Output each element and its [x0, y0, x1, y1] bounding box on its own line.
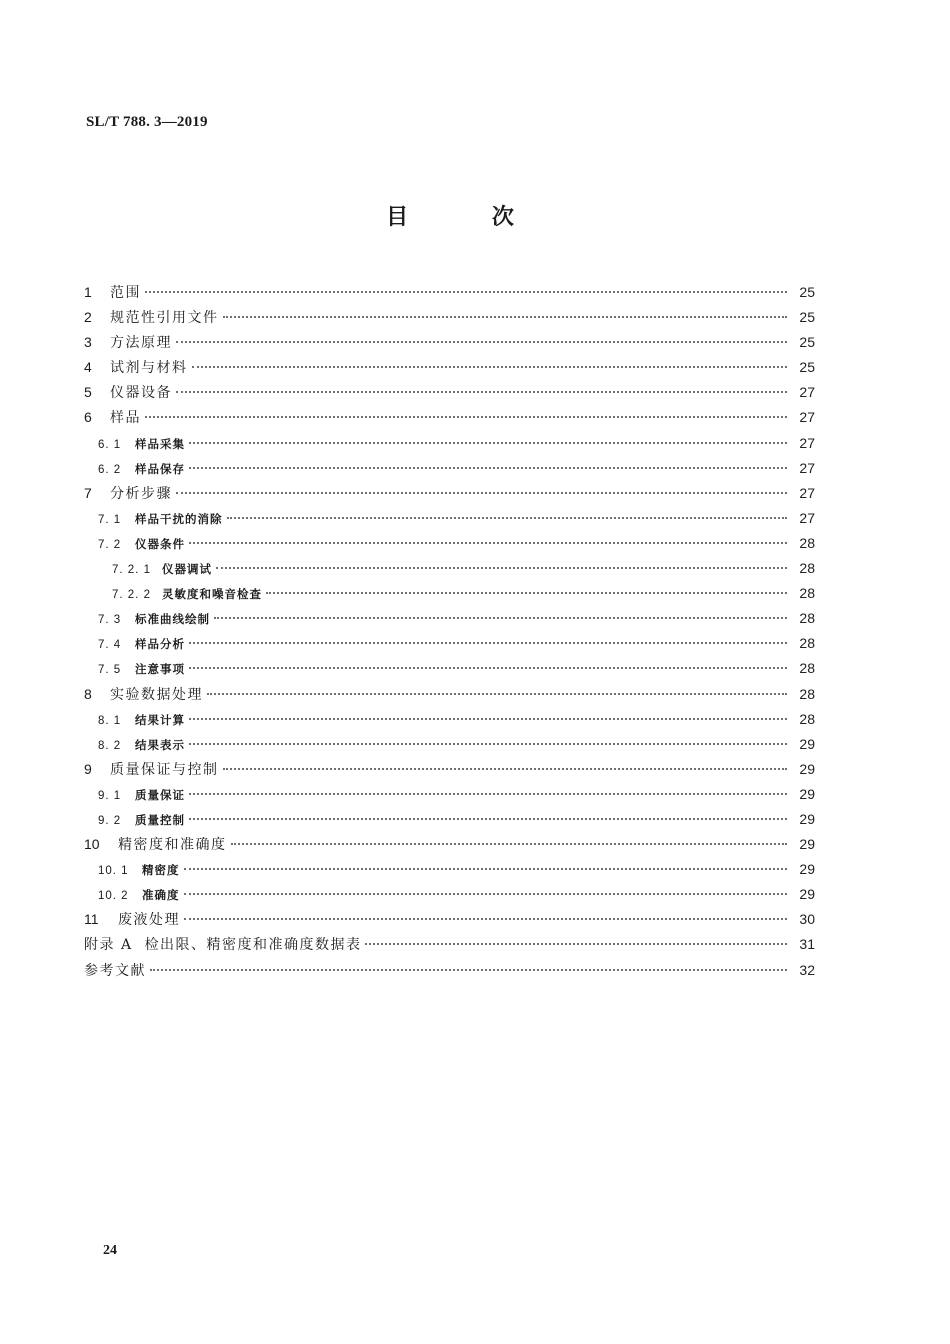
- toc-entry-9-1[interactable]: [84, 782, 815, 807]
- toc-entry-title: 附录 A 检出限、精密度和准确度数据表: [84, 937, 362, 954]
- toc-entry-title: 标准曲线绘制: [135, 612, 210, 627]
- toc-entry-number: 1: [84, 284, 92, 300]
- toc-entry-6-2[interactable]: [84, 456, 815, 481]
- dot-leader: [189, 818, 787, 820]
- toc-entry-title: 仪器设备: [110, 385, 172, 402]
- dot-leader: [184, 893, 788, 895]
- toc-entry-8-1[interactable]: [84, 707, 815, 732]
- toc-entry-number: 7. 1: [98, 513, 122, 526]
- toc-entry-page: 25: [799, 359, 815, 376]
- toc-entry-title: 准确度: [142, 888, 180, 903]
- toc-entry-10[interactable]: [84, 832, 815, 857]
- dot-leader: [184, 868, 788, 870]
- toc-entry-6-1[interactable]: [84, 431, 815, 456]
- toc-entry-page: 29: [799, 785, 815, 802]
- toc-entry-number: 11: [84, 911, 99, 928]
- toc-entry-title: 仪器调试: [162, 562, 212, 577]
- dot-leader: [176, 492, 787, 494]
- toc-entry-page: 28: [799, 660, 815, 677]
- dot-leader: [150, 969, 787, 971]
- toc-entry-number: 7. 3: [98, 614, 122, 627]
- toc-entry-title: 质量保证: [135, 787, 185, 802]
- toc-entry-number: 8. 2: [98, 739, 122, 752]
- dot-leader: [227, 517, 788, 519]
- dot-leader: [223, 768, 788, 770]
- toc-entry-page: 29: [799, 810, 815, 827]
- toc-entry-title: 样品采集: [135, 436, 185, 451]
- page-title: 目 次: [386, 204, 552, 230]
- toc-entry-page: 28: [799, 560, 815, 577]
- dot-leader: [189, 642, 787, 644]
- toc-entry-title: 样品分析: [135, 637, 185, 652]
- toc-entry-number: 7: [84, 484, 92, 501]
- toc-entry-page: 28: [799, 534, 815, 551]
- toc-entry-5[interactable]: [84, 380, 815, 405]
- toc-entry-8-2[interactable]: [84, 732, 815, 757]
- toc-entry-page: 28: [799, 610, 815, 627]
- toc-entry-number: 7. 4: [98, 639, 122, 652]
- toc-entry-page: 28: [799, 685, 815, 702]
- dot-leader: [192, 366, 788, 368]
- toc-entry-title: 精密度: [142, 863, 180, 878]
- toc-entry-page: 25: [799, 334, 815, 351]
- toc-entry-7-2-2[interactable]: [84, 581, 815, 606]
- toc-entry-title: 实验数据处理: [110, 686, 203, 703]
- toc-entry-page: 27: [799, 509, 815, 526]
- toc-entry-page: 27: [799, 434, 815, 451]
- toc-entry-7-2-1[interactable]: [84, 556, 815, 581]
- toc-entry-7-3[interactable]: [84, 606, 815, 631]
- toc-entry-2[interactable]: [84, 305, 815, 330]
- toc-entry-number: 7. 2. 2: [112, 589, 151, 602]
- toc-entry-number: 5: [84, 384, 92, 401]
- toc-entry-10-1[interactable]: [84, 857, 815, 882]
- toc-entry-number: 9. 2: [98, 814, 122, 827]
- dot-leader: [145, 291, 787, 293]
- toc-entry-7-2[interactable]: [84, 531, 815, 556]
- dot-leader: [176, 341, 787, 343]
- dot-leader: [223, 316, 788, 318]
- page-number: 24: [103, 1243, 117, 1258]
- toc-entry-appendix-a[interactable]: [84, 932, 815, 957]
- dot-leader: [189, 442, 787, 444]
- document-code: SL/T 788. 3—2019: [86, 114, 208, 130]
- toc-entry-title: 样品干扰的消除: [135, 511, 223, 526]
- toc-entry-references[interactable]: [84, 958, 815, 983]
- toc-entry-8[interactable]: [84, 682, 815, 707]
- toc-entry-title: 参考文献: [84, 962, 146, 979]
- toc-entry-page: 25: [799, 309, 815, 326]
- toc-entry-title: 废液处理: [118, 912, 180, 929]
- toc-entry-4[interactable]: [84, 355, 815, 380]
- toc-entry-number: 9: [84, 760, 92, 777]
- toc-entry-number: 4: [84, 359, 92, 376]
- toc-entry-3[interactable]: [84, 330, 815, 355]
- toc-entry-number: 7. 5: [98, 664, 122, 677]
- dot-leader: [189, 467, 787, 469]
- toc-entry-number: 6: [84, 409, 92, 426]
- toc-entry-10-2[interactable]: [84, 882, 815, 907]
- toc-entry-title: 注意事项: [135, 662, 185, 677]
- dot-leader: [189, 743, 787, 745]
- dot-leader: [189, 542, 787, 544]
- toc-entry-page: 28: [799, 635, 815, 652]
- dot-leader: [176, 391, 787, 393]
- toc-entry-page: 29: [799, 886, 815, 903]
- toc-entry-title: 精密度和准确度: [118, 837, 227, 854]
- toc-entry-6[interactable]: [84, 405, 815, 430]
- toc-entry-title: 灵敏度和噪音检查: [162, 587, 262, 602]
- toc-entry-title: 样品保存: [135, 461, 185, 476]
- toc-entry-number: 3: [84, 334, 92, 351]
- toc-entry-7[interactable]: [84, 481, 815, 506]
- toc-entry-title: 仪器条件: [135, 536, 185, 551]
- toc-entry-page: 29: [799, 836, 815, 853]
- toc-entry-page: 27: [799, 459, 815, 476]
- dot-leader: [214, 617, 787, 619]
- dot-leader: [189, 793, 787, 795]
- toc-entry-page: 29: [799, 735, 815, 752]
- toc-entry-number: 9. 1: [98, 789, 122, 802]
- toc-entry-9-2[interactable]: [84, 807, 815, 832]
- toc-entry-7-4[interactable]: [84, 631, 815, 656]
- toc-entry-page: 31: [799, 936, 815, 953]
- dot-leader: [145, 416, 787, 418]
- toc-entry-number: 7. 2. 1: [112, 564, 151, 577]
- toc-entry-number: 8: [84, 685, 92, 702]
- toc-entry-page: 28: [799, 585, 815, 602]
- toc-entry-page: 32: [799, 961, 815, 978]
- toc-entry-page: 25: [799, 284, 815, 300]
- toc-entry-number: 7. 2: [98, 538, 122, 551]
- toc-entry-title: 结果表示: [135, 737, 185, 752]
- dot-leader: [365, 943, 787, 945]
- toc-entry-7-1[interactable]: [84, 506, 815, 531]
- toc-entry-number: 6. 2: [98, 463, 122, 476]
- toc-entry-title: 试剂与材料: [110, 360, 188, 377]
- dot-leader: [231, 843, 788, 845]
- toc-entry-page: 29: [799, 760, 815, 777]
- toc-entry-title: 方法原理: [110, 335, 172, 352]
- dot-leader: [189, 718, 787, 720]
- toc-entry-9[interactable]: [84, 757, 815, 782]
- toc-entry-title: 结果计算: [135, 712, 185, 727]
- dot-leader: [184, 918, 787, 920]
- toc-entry-page: 27: [799, 409, 815, 426]
- toc-entry-title: 质量控制: [135, 812, 185, 827]
- dot-leader: [266, 592, 787, 594]
- toc-entry-title: 分析步骤: [110, 485, 172, 502]
- toc-entry-number: 10. 1: [98, 865, 129, 878]
- toc-entry-page: 30: [799, 911, 815, 928]
- toc-entry-11[interactable]: [84, 907, 815, 932]
- toc-entry-number: 2: [84, 309, 92, 326]
- toc-entry-page: 28: [799, 710, 815, 727]
- toc-entry-title: 规范性引用文件: [110, 310, 219, 327]
- toc-entry-title: 样品: [110, 410, 141, 427]
- toc-entry-page: 27: [799, 484, 815, 501]
- toc-entry-number: 10: [84, 836, 100, 853]
- toc-entry-7-5[interactable]: [84, 656, 815, 681]
- toc-entry-number: 8. 1: [98, 714, 122, 727]
- toc-entry-title: 范围: [110, 285, 141, 301]
- toc-entry-page: 27: [799, 384, 815, 401]
- toc-entry-page: 29: [799, 861, 815, 878]
- table-of-contents: [84, 280, 815, 983]
- dot-leader: [216, 567, 787, 569]
- toc-entry-title: 质量保证与控制: [110, 761, 219, 778]
- toc-entry-number: 6. 1: [98, 438, 122, 451]
- dot-leader: [189, 667, 787, 669]
- toc-entry-number: 10. 2: [98, 890, 129, 903]
- toc-entry-1[interactable]: [84, 280, 815, 305]
- dot-leader: [207, 693, 787, 695]
